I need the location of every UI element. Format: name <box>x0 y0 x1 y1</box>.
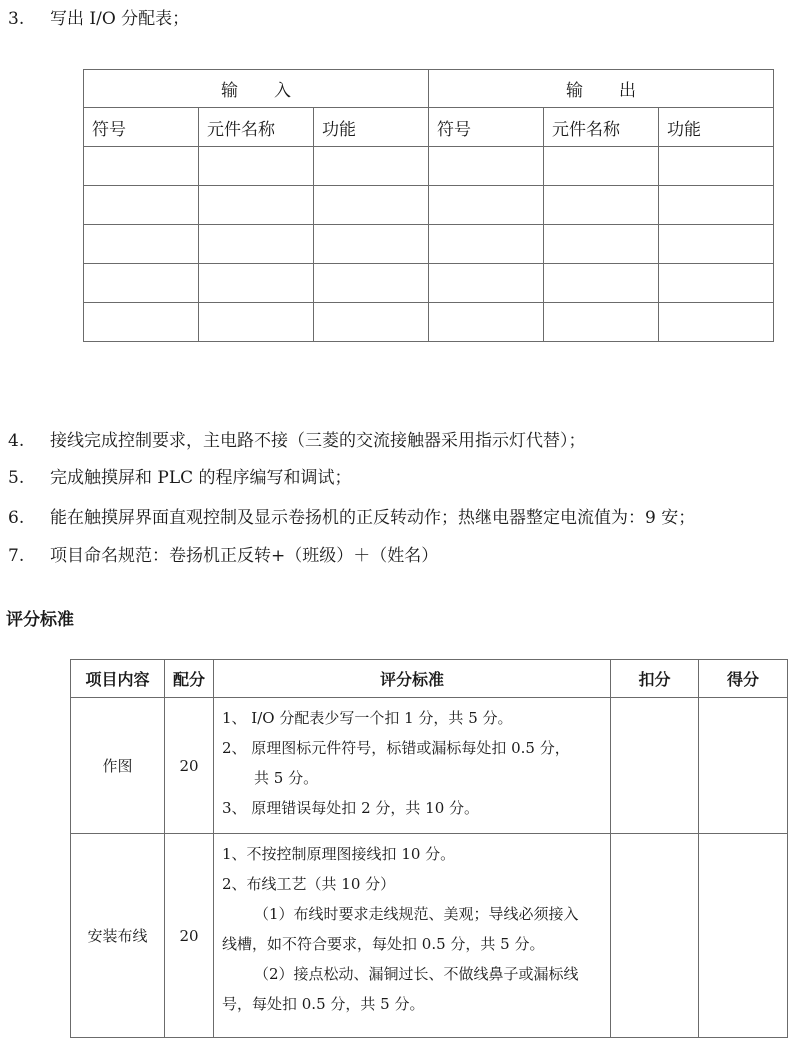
table-cell[interactable] <box>659 303 774 342</box>
criteria-line: （1）布线时要求走线规范、美观；导线必须接入 <box>254 905 579 923</box>
table-row <box>71 698 788 834</box>
table-cell[interactable] <box>544 147 659 186</box>
table-cell[interactable] <box>544 264 659 303</box>
step-number: 6. <box>8 508 25 528</box>
table-cell[interactable] <box>314 303 429 342</box>
criteria-line: （2）接点松动、漏铜过长、不做线鼻子或漏标线 <box>254 965 579 983</box>
table-cell[interactable] <box>659 264 774 303</box>
table-cell[interactable] <box>544 303 659 342</box>
step-6 <box>8 507 695 529</box>
table-cell[interactable] <box>659 225 774 264</box>
table-cell[interactable] <box>429 147 544 186</box>
item-points: 20 <box>165 834 214 1038</box>
column-header-output-component: 元件名称 <box>544 108 659 147</box>
item-points: 20 <box>165 698 214 834</box>
table-row <box>84 147 774 186</box>
table-row <box>71 834 788 1038</box>
criteria-line: 号，每处扣 0.5 分，共 5 分。 <box>222 995 425 1013</box>
header-deduct: 扣分 <box>611 660 699 698</box>
table-cell[interactable] <box>314 264 429 303</box>
item-name: 安装布线 <box>71 834 165 1038</box>
table-cell[interactable] <box>429 264 544 303</box>
table-cell[interactable] <box>84 303 199 342</box>
step-3 <box>8 8 189 30</box>
step-number: 3. <box>8 9 25 29</box>
table-row <box>84 186 774 225</box>
table-cell[interactable] <box>659 186 774 225</box>
output-group-header: 输 出 <box>429 70 774 108</box>
item-name: 作图 <box>71 698 165 834</box>
table-cell[interactable] <box>429 303 544 342</box>
step-text: 项目命名规范：卷扬机正反转+（班级）＋（姓名） <box>50 546 439 566</box>
step-5 <box>8 467 352 489</box>
step-7 <box>8 545 438 567</box>
score-cell[interactable] <box>699 698 788 834</box>
table-row <box>84 303 774 342</box>
table-row <box>84 225 774 264</box>
table-cell[interactable] <box>314 186 429 225</box>
table-cell[interactable] <box>84 264 199 303</box>
table-cell[interactable] <box>429 186 544 225</box>
table-cell[interactable] <box>84 186 199 225</box>
table-cell[interactable] <box>84 147 199 186</box>
table-cell[interactable] <box>314 147 429 186</box>
table-cell[interactable] <box>199 186 314 225</box>
step-text: 接线完成控制要求，主电路不接（三菱的交流接触器采用指示灯代替）； <box>50 431 586 451</box>
criteria-line: 3、 原理错误每处扣 2 分，共 10 分。 <box>222 799 480 817</box>
header-points: 配分 <box>165 660 214 698</box>
io-column-header-row <box>84 108 774 147</box>
criteria-cell <box>214 834 611 1038</box>
table-cell[interactable] <box>314 225 429 264</box>
header-criteria: 评分标准 <box>214 660 611 698</box>
column-header-input-component: 元件名称 <box>199 108 314 147</box>
table-cell[interactable] <box>199 303 314 342</box>
column-header-output-symbol: 符号 <box>429 108 544 147</box>
scoring-header-row <box>71 660 788 698</box>
criteria-line: 线槽，如不符合要求，每处扣 0.5 分，共 5 分。 <box>222 935 545 953</box>
io-group-header-row <box>84 70 774 108</box>
table-cell[interactable] <box>544 186 659 225</box>
header-score: 得分 <box>699 660 788 698</box>
scoring-table <box>70 659 788 1038</box>
column-header-output-function: 功能 <box>659 108 774 147</box>
table-cell[interactable] <box>199 225 314 264</box>
io-allocation-table <box>83 69 774 342</box>
criteria-line: 2、布线工艺（共 10 分） <box>222 875 396 893</box>
criteria-line: 1、不按控制原理图接线扣 10 分。 <box>222 845 456 863</box>
table-cell[interactable] <box>544 225 659 264</box>
criteria-line: 共 5 分。 <box>254 769 319 787</box>
criteria-cell <box>214 698 611 834</box>
table-cell[interactable] <box>84 225 199 264</box>
table-row <box>84 264 774 303</box>
step-number: 4. <box>8 431 25 451</box>
table-cell[interactable] <box>429 225 544 264</box>
input-group-header: 输 入 <box>84 70 429 108</box>
table-cell[interactable] <box>659 147 774 186</box>
step-4 <box>8 430 586 452</box>
table-cell[interactable] <box>199 264 314 303</box>
criteria-line: 2、 原理图标元件符号，标错或漏标每处扣 0.5 分， <box>222 739 570 757</box>
step-text: 完成触摸屏和 PLC 的程序编写和调试； <box>50 468 352 488</box>
scoring-title: 评分标准 <box>6 610 74 630</box>
deduct-cell[interactable] <box>611 698 699 834</box>
score-cell[interactable] <box>699 834 788 1038</box>
column-header-input-symbol: 符号 <box>84 108 199 147</box>
step-text: 能在触摸屏界面直观控制及显示卷扬机的正反转动作；热继电器整定电流值为：9 安； <box>50 508 696 528</box>
criteria-line: 1、 I/O 分配表少写一个扣 1 分，共 5 分。 <box>222 709 513 727</box>
table-cell[interactable] <box>199 147 314 186</box>
column-header-input-function: 功能 <box>314 108 429 147</box>
header-item: 项目内容 <box>71 660 165 698</box>
deduct-cell[interactable] <box>611 834 699 1038</box>
step-text: 写出 I/O 分配表； <box>50 9 190 29</box>
step-number: 7. <box>8 546 25 566</box>
step-number: 5. <box>8 468 25 488</box>
